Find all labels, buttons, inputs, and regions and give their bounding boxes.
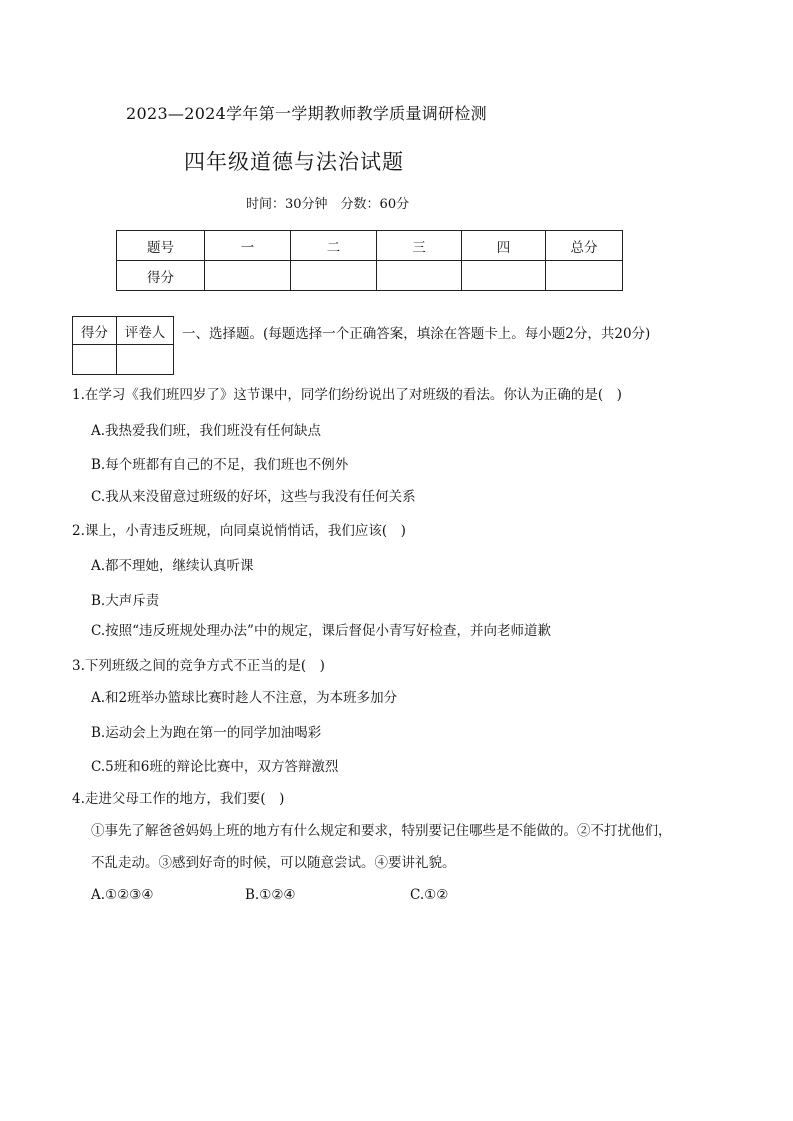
question-stem: 1.在学习《我们班四岁了》这节课中，同学们纷纷说出了对班级的看法。你认为正确的是( ) — [72, 387, 622, 403]
grader-table — [72, 316, 174, 375]
score-cell[interactable] — [462, 261, 546, 291]
question-option[interactable]: B.大声斥责 — [91, 593, 160, 609]
grader-name-header: 评卷人 — [117, 317, 174, 345]
score-table-row-header: 得分 — [117, 261, 205, 291]
score-table-row-header: 题号 — [117, 231, 205, 261]
score-table-col-header: 三 — [377, 231, 462, 261]
score-table — [116, 230, 623, 291]
question-option[interactable]: A.都不理她，继续认真听课 — [91, 558, 254, 574]
score-cell[interactable] — [377, 261, 462, 291]
question-body-line: 不乱走动。③感到好奇的时候，可以随意尝试。④要讲礼貌。 — [91, 855, 456, 871]
question-option[interactable]: C.5班和6班的辩论比赛中，双方答辩激烈 — [91, 759, 339, 775]
score-table-col-header: 总分 — [546, 231, 623, 261]
score-cell[interactable] — [546, 261, 623, 291]
grader-name-cell[interactable] — [117, 345, 174, 375]
question-option[interactable]: B.每个班都有自己的不足，我们班也不例外 — [91, 457, 349, 473]
question-option[interactable]: A.和2班举办篮球比赛时趁人不注意，为本班多加分 — [91, 690, 398, 706]
exam-header: 2023—2024学年第一学期教师教学质量调研检测 — [126, 104, 487, 123]
score-table-col-header: 四 — [462, 231, 546, 261]
score-table-row-number — [117, 231, 623, 261]
exam-title: 四年级道德与法治试题 — [184, 150, 404, 174]
question-stem: 4.走进父母工作的地方，我们要( ) — [72, 791, 285, 807]
question-option[interactable]: A.我热爱我们班，我们班没有任何缺点 — [91, 423, 322, 439]
grader-table-header-row — [73, 317, 174, 345]
grader-score-header: 得分 — [73, 317, 117, 345]
score-table-col-header: 二 — [291, 231, 377, 261]
time-score-info: 时间：30分钟 分数：60分 — [246, 197, 410, 212]
question-option[interactable]: A.①②③④ — [91, 887, 154, 903]
question-body-line: ①事先了解爸爸妈妈上班的地方有什么规定和要求，特别要记住哪些是不能做的。②不打扰他们， — [91, 823, 672, 839]
question-option[interactable]: B.①②④ — [245, 887, 296, 903]
question-stem: 3.下列班级之间的竞争方式不正当的是( ) — [72, 658, 325, 674]
score-cell[interactable] — [205, 261, 291, 291]
question-option[interactable]: C.我从来没留意过班级的好坏，这些与我没有任何关系 — [91, 489, 416, 505]
score-table-col-header: 一 — [205, 231, 291, 261]
score-cell[interactable] — [291, 261, 377, 291]
section-title: 一、选择题。(每题选择一个正确答案，填涂在答题卡上。每小题2分，共20分) — [182, 326, 651, 342]
question-option[interactable]: C.①② — [410, 887, 449, 903]
grader-score-cell[interactable] — [73, 345, 117, 375]
score-table-row-score — [117, 261, 623, 291]
question-option[interactable]: B.运动会上为跑在第一的同学加油喝彩 — [91, 725, 322, 741]
grader-table-input-row — [73, 345, 174, 375]
question-option[interactable]: C.按照“违反班规处理办法”中的规定，课后督促小青写好检查，并向老师道歉 — [91, 623, 551, 639]
question-stem: 2.课上，小青违反班规，向同桌说悄悄话，我们应该( ) — [72, 523, 406, 539]
